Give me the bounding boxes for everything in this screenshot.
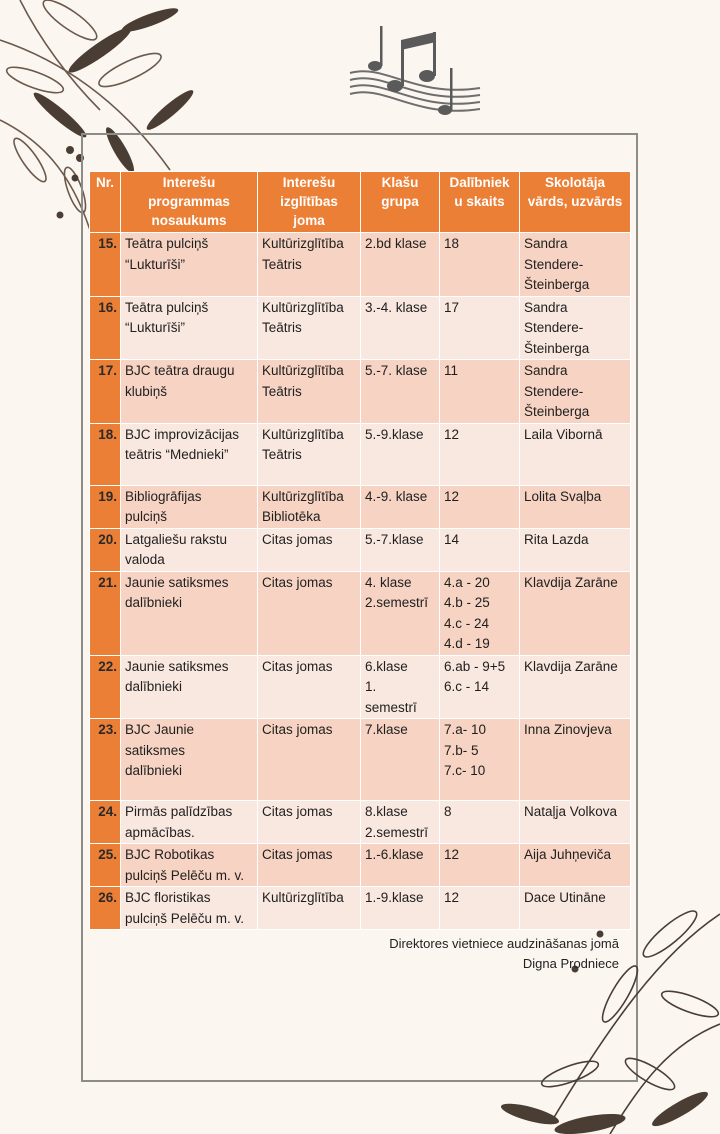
cell-teacher [520, 719, 631, 801]
table-row [90, 887, 631, 930]
cell-text-line: Rita Lazda [524, 531, 589, 547]
cell-participants [440, 571, 520, 655]
cell-text-line: 6.c - 14 [444, 679, 490, 694]
cell-program-name [121, 655, 258, 719]
cell-text-line: BJC teātra draugu [125, 363, 235, 378]
cell-text-line: Citas jomas [262, 722, 333, 737]
cell-teacher [520, 423, 631, 485]
header-text-line: Skolotāja [544, 175, 606, 190]
table-row [90, 360, 631, 424]
cell-text-line: dalībnieki [125, 595, 183, 610]
cell-text-line: 14 [444, 531, 460, 547]
cell-class-group [361, 233, 440, 297]
cell-field [258, 571, 361, 655]
cell-text-line: Aija Juhņeviča [524, 847, 612, 862]
cell-program-name [121, 528, 258, 571]
cell-text-line: 1.-9.klase [365, 890, 424, 905]
cell-text-line: Šteinberga [524, 404, 590, 419]
cell-program-name [121, 801, 258, 844]
cell-teacher [520, 571, 631, 655]
cell-text-line: 5.-9.klase [365, 426, 424, 442]
cell-nr: 22. [90, 655, 121, 719]
cell-text-line: 7.c- 10 [444, 763, 486, 778]
cell-text-line: 12 [444, 847, 460, 862]
cell-program-name [121, 571, 258, 655]
header-class-group [361, 172, 440, 233]
header-teacher [520, 172, 631, 233]
cell-text-line: Klavdija Zarāne [524, 574, 618, 590]
cell-class-group [361, 844, 440, 887]
cell-text-line: 5.-7. klase [365, 363, 428, 378]
cell-class-group [361, 719, 440, 801]
cell-participants [440, 296, 520, 360]
cell-text-line: dalībnieki [125, 679, 183, 694]
cell-participants [440, 719, 520, 801]
cell-field [258, 801, 361, 844]
cell-program-name [121, 423, 258, 485]
header-text-line: programmas [148, 194, 230, 209]
cell-nr: 19. [90, 485, 121, 528]
cell-text-line: 1.-6.klase [365, 847, 424, 862]
cell-text-line: Pirmās palīdzības [125, 804, 233, 819]
cell-participants [440, 528, 520, 571]
cell-text-line: Bibliogrāfijas [125, 488, 202, 504]
signature-role: Direktores vietniece audzināšanas jomā [389, 936, 619, 951]
table-row [90, 485, 631, 528]
cell-teacher [520, 360, 631, 424]
cell-text-line: Klavdija Zarāne [524, 658, 618, 674]
cell-text-line: 7.a- 10 [444, 722, 487, 737]
cell-text-line: 12 [444, 426, 460, 442]
table-row [90, 655, 631, 719]
cell-participants [440, 423, 520, 485]
cell-text-line: Citas jomas [262, 658, 333, 674]
cell-text-line: Sandra [524, 299, 568, 315]
cell-nr: 24. [90, 801, 121, 844]
cell-text-line: Nataļja Volkova [524, 804, 618, 819]
cell-text-line: Kultūrizglītība [262, 299, 344, 315]
table-row [90, 528, 631, 571]
cell-text-line: Sandra [524, 363, 568, 378]
table-row [90, 719, 631, 801]
cell-text-line: BJC Robotikas [125, 847, 215, 862]
cell-text-line: Citas jomas [262, 847, 333, 862]
table-row [90, 571, 631, 655]
cell-text-line: 2.semestrī [365, 824, 429, 840]
header-participants [440, 172, 520, 233]
header-program-name [121, 172, 258, 233]
cell-text-line: 6.klase [365, 658, 408, 674]
cell-text-line: klubiņš [125, 383, 168, 399]
cell-class-group [361, 887, 440, 930]
header-text-line: u skaits [454, 194, 505, 209]
header-nr [90, 172, 121, 233]
cell-class-group [361, 423, 440, 485]
cell-text-line: Kultūrizglītība [262, 890, 344, 905]
cell-participants [440, 360, 520, 424]
cell-program-name [121, 485, 258, 528]
cell-text-line: valoda [125, 552, 165, 567]
cell-class-group [361, 485, 440, 528]
interest-programs-table [89, 171, 630, 930]
header-field [258, 172, 361, 233]
cell-text-line: “Lukturīši” [125, 320, 186, 335]
cell-teacher [520, 844, 631, 887]
cell-participants [440, 844, 520, 887]
cell-participants [440, 485, 520, 528]
cell-nr: 23. [90, 719, 121, 801]
table-row [90, 233, 631, 297]
cell-text-line: Kultūrizglītība [262, 236, 344, 251]
cell-text-line: 3.-4. klase [365, 299, 428, 315]
cell-participants [440, 801, 520, 844]
cell-text-line: 12 [444, 488, 460, 504]
header-text-line: Dalībniek [449, 175, 510, 190]
cell-text-line: pulciņš [125, 509, 168, 524]
cell-text-line: 11 [444, 363, 459, 378]
cell-class-group [361, 528, 440, 571]
cell-text-line: Dace Utināne [524, 890, 606, 905]
cell-field [258, 844, 361, 887]
cell-text-line: 4. klase [365, 574, 412, 590]
cell-text-line: Teātra pulciņš [125, 299, 209, 315]
cell-text-line: 8.klase [365, 804, 408, 819]
cell-text-line: 4.d - 19 [444, 636, 490, 651]
cell-nr: 20. [90, 528, 121, 571]
cell-program-name [121, 296, 258, 360]
cell-text-line: Kultūrizglītība [262, 426, 344, 442]
table-row [90, 296, 631, 360]
cell-nr: 26. [90, 887, 121, 930]
music-notes-icon [345, 18, 485, 128]
cell-text-line: Šteinberga [524, 277, 590, 292]
cell-text-line: 4.b - 25 [444, 595, 490, 610]
header-text-line: nosaukums [151, 213, 227, 228]
cell-text-line: 5.-7.klase [365, 531, 424, 547]
cell-nr: 18. [90, 423, 121, 485]
cell-text-line: 6.ab - 9+5 [444, 658, 506, 674]
cell-teacher [520, 801, 631, 844]
cell-program-name [121, 719, 258, 801]
cell-teacher [520, 485, 631, 528]
cell-text-line: Teātris [262, 447, 302, 462]
cell-program-name [121, 360, 258, 424]
cell-text-line: Stendere- [524, 256, 584, 272]
cell-nr: 17. [90, 360, 121, 424]
cell-field [258, 233, 361, 297]
cell-text-line: 2.semestrī [365, 595, 429, 610]
cell-text-line: Lolita Svaļba [524, 488, 602, 504]
cell-text-line: satiksmes [125, 742, 186, 758]
cell-teacher [520, 528, 631, 571]
cell-text-line: 4.c - 24 [444, 615, 490, 631]
cell-teacher [520, 655, 631, 719]
cell-program-name [121, 887, 258, 930]
cell-field [258, 360, 361, 424]
cell-text-line: 1. [365, 679, 377, 694]
cell-text-line: 8 [444, 804, 452, 819]
cell-text-line: apmācības. [125, 824, 195, 840]
cell-participants [440, 887, 520, 930]
cell-program-name [121, 844, 258, 887]
cell-participants [440, 655, 520, 719]
cell-text-line: Laila Vibornā [524, 426, 603, 442]
cell-class-group [361, 655, 440, 719]
signature-name: Digna Prodniece [522, 956, 619, 971]
cell-text-line: 7.klase [365, 722, 408, 737]
cell-field [258, 719, 361, 801]
table-row [90, 801, 631, 844]
cell-text-line: Šteinberga [524, 340, 590, 356]
cell-text-line: Kultūrizglītība [262, 363, 344, 378]
cell-text-line: “Lukturīši” [125, 256, 186, 272]
cell-text-line: 17 [444, 299, 460, 315]
cell-text-line: Jaunie satiksmes [125, 574, 229, 590]
cell-participants [440, 233, 520, 297]
cell-text-line: semestrī [365, 699, 417, 715]
table-row [90, 844, 631, 887]
cell-class-group [361, 571, 440, 655]
cell-text-line: Jaunie satiksmes [125, 658, 229, 674]
cell-text-line: Stendere- [524, 383, 584, 399]
cell-text-line: Inna Zinovjeva [524, 722, 612, 737]
cell-text-line: Citas jomas [262, 574, 333, 590]
header-text-line: grupa [381, 194, 419, 209]
cell-text-line: Citas jomas [262, 804, 333, 819]
cell-text-line: 18 [444, 236, 460, 251]
cell-text-line: 4.-9. klase [365, 488, 428, 504]
cell-nr: 21. [90, 571, 121, 655]
cell-field [258, 296, 361, 360]
cell-text-line: 4.a - 20 [444, 574, 490, 590]
cell-text-line: 7.b- 5 [444, 742, 479, 758]
cell-text-line: Stendere- [524, 320, 584, 335]
cell-class-group [361, 801, 440, 844]
cell-text-line: Teātris [262, 320, 302, 335]
cell-field [258, 655, 361, 719]
header-text-line: izglītības [280, 194, 338, 209]
cell-text-line: Teātris [262, 383, 302, 399]
cell-program-name [121, 233, 258, 297]
cell-field [258, 528, 361, 571]
cell-text-line: Sandra [524, 236, 568, 251]
header-text-line: Nr. [95, 175, 114, 190]
header-text-line: vārds, uzvārds [527, 194, 623, 209]
cell-class-group [361, 360, 440, 424]
cell-nr: 15. [90, 233, 121, 297]
cell-text-line: BJC Jaunie [125, 722, 195, 737]
cell-text-line: 2.bd klase [365, 236, 427, 251]
cell-nr: 25. [90, 844, 121, 887]
cell-text-line: pulciņš Pelēču m. v. [125, 910, 245, 926]
header-text-line: joma [293, 213, 325, 228]
table-header-row [90, 172, 631, 233]
cell-text-line: Teātra pulciņš [125, 236, 209, 251]
header-text-line: Interešu [162, 175, 216, 190]
cell-class-group [361, 296, 440, 360]
cell-text-line: BJC improvizācijas [125, 426, 240, 442]
cell-field [258, 887, 361, 930]
signature-block [389, 934, 619, 974]
cell-text-line: Citas jomas [262, 531, 333, 547]
cell-text-line: BJC floristikas [125, 890, 211, 905]
cell-text-line: pulciņš Pelēču m. v. [125, 867, 245, 883]
cell-text-line: Bibliotēka [262, 509, 321, 524]
cell-nr: 16. [90, 296, 121, 360]
cell-text-line: Kultūrizglītība [262, 488, 344, 504]
cell-teacher [520, 296, 631, 360]
header-text-line: Klašu [381, 175, 419, 190]
header-text-line: Interešu [282, 175, 336, 190]
cell-text-line: teātris “Mednieki” [125, 447, 229, 462]
cell-field [258, 423, 361, 485]
cell-text-line: 12 [444, 890, 460, 905]
cell-teacher [520, 233, 631, 297]
table-row [90, 423, 631, 485]
cell-text-line: Teātris [262, 256, 302, 272]
cell-teacher [520, 887, 631, 930]
cell-field [258, 485, 361, 528]
cell-text-line: dalībnieki [125, 763, 183, 778]
cell-text-line: Latgaliešu rakstu [125, 531, 228, 547]
